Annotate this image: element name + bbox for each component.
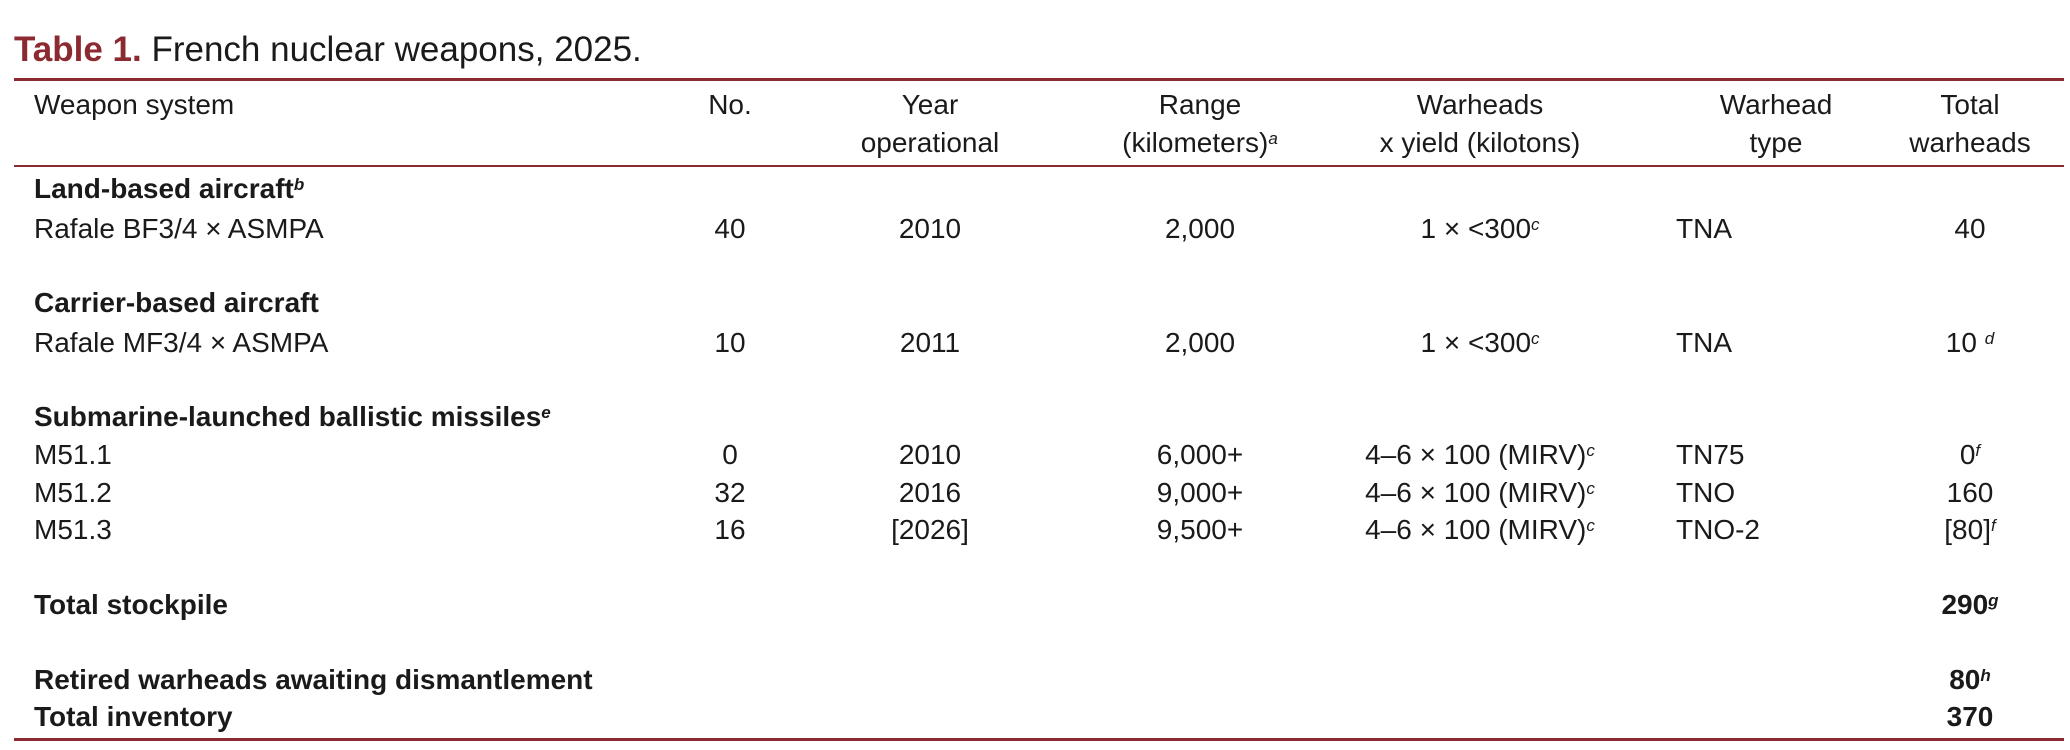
cell-year: 2010 bbox=[898, 439, 962, 470]
cell-type: TN75 bbox=[1676, 439, 1745, 470]
header-no: No. bbox=[708, 89, 752, 120]
footnote-mark: d bbox=[1984, 329, 1995, 348]
cell-no: 16 bbox=[714, 514, 746, 545]
cell-type: TNA bbox=[1676, 327, 1732, 358]
cell-type: TNO bbox=[1676, 477, 1736, 508]
header-warhead-type: Warhead type bbox=[1719, 89, 1833, 158]
cell-range: 9,500+ bbox=[1156, 514, 1244, 545]
cell-year: 2011 bbox=[899, 327, 961, 358]
cell-system: Rafale MF3/4 × ASMPA bbox=[34, 327, 329, 358]
cell-no: 0 bbox=[722, 439, 738, 470]
cell-range: 2,000 bbox=[1164, 327, 1236, 358]
top-rule bbox=[14, 78, 2064, 81]
cell-warheads: $1 \times <300^c$ bbox=[1420, 213, 1540, 244]
footnote-mark: c bbox=[1586, 479, 1595, 498]
cell-total: 0$^f$ bbox=[1959, 439, 1981, 470]
group-title: Carrier-based aircraft bbox=[34, 287, 319, 318]
table-caption bbox=[14, 30, 642, 70]
summary-label: Total stockpile bbox=[34, 589, 228, 620]
cell-no: 32 bbox=[714, 477, 746, 508]
cell-range: 2,000 bbox=[1164, 213, 1236, 244]
bottom-rule bbox=[14, 738, 2064, 741]
header-total-warheads: Total warheads bbox=[1909, 89, 2031, 158]
header-range: Range (kilometers)$^a$ bbox=[1122, 89, 1278, 158]
cell-warheads: 4–6 × 100 (MIRV)$^c$ bbox=[1365, 439, 1595, 470]
table-number: Table 1. bbox=[14, 30, 142, 69]
summary-total: 80$^h$ bbox=[1949, 664, 1991, 695]
footnote-mark: g bbox=[1988, 591, 1999, 610]
header-rule bbox=[14, 165, 2064, 167]
group-title: Submarine-launched ballistic missiles$^e$ bbox=[34, 401, 551, 432]
header-warheads-yield: Warheads x yield (kilotons) bbox=[1379, 89, 1581, 158]
summary-total: 370 bbox=[1946, 701, 1994, 732]
cell-total: 40 bbox=[1954, 213, 1986, 244]
cell-no: 40 bbox=[714, 213, 746, 244]
cell-warheads: 4–6 × 100 (MIRV)$^c$ bbox=[1365, 514, 1595, 545]
cell-no: 10 bbox=[714, 327, 746, 358]
cell-range: 9,000+ bbox=[1156, 477, 1244, 508]
cell-system: Rafale BF3/4 × ASMPA bbox=[34, 213, 324, 244]
summary-label: Retired warheads awaiting dismantlement bbox=[34, 664, 593, 695]
footnote-mark: a bbox=[1268, 129, 1278, 148]
footnote-mark: h bbox=[1980, 666, 1991, 685]
cell-year: 2010 bbox=[898, 213, 962, 244]
cell-system: M51.1 bbox=[34, 439, 112, 470]
footnote-mark: c bbox=[1531, 329, 1540, 348]
cell-range: 6,000+ bbox=[1156, 439, 1244, 470]
cell-total: 160 bbox=[1946, 477, 1994, 508]
cell-year: [2026] bbox=[891, 514, 969, 545]
footnote-mark: f bbox=[1975, 441, 1981, 460]
cell-system: M51.2 bbox=[34, 477, 112, 508]
cell-type: TNA bbox=[1676, 213, 1732, 244]
summary-label: Total inventory bbox=[34, 701, 233, 732]
cell-warheads: $1 \times <300^c$ bbox=[1420, 327, 1540, 358]
group-title: Land-based aircraft$^b$ bbox=[34, 173, 305, 204]
cell-type: TNO-2 bbox=[1676, 514, 1760, 545]
cell-warheads: 4–6 × 100 (MIRV)$^c$ bbox=[1365, 477, 1595, 508]
cell-system: M51.3 bbox=[34, 514, 112, 545]
footnote-mark: e bbox=[541, 403, 551, 422]
footnote-mark: f bbox=[1990, 516, 1996, 535]
footnote-mark: c bbox=[1586, 516, 1595, 535]
cell-total: 10 $^d$ bbox=[1945, 327, 1995, 358]
table-title: French nuclear weapons, 2025. bbox=[151, 30, 642, 69]
header-year-operational: Year operational bbox=[860, 89, 1000, 158]
summary-total: 290$^g$ bbox=[1941, 589, 1999, 620]
footnote-mark: c bbox=[1531, 215, 1540, 234]
cell-year: 2016 bbox=[898, 477, 962, 508]
cell-total: $[80]^f$ bbox=[1944, 514, 1996, 545]
footnote-mark: c bbox=[1586, 441, 1595, 460]
footnote-mark: b bbox=[293, 175, 305, 194]
header-weapon-system: Weapon system bbox=[34, 89, 235, 120]
